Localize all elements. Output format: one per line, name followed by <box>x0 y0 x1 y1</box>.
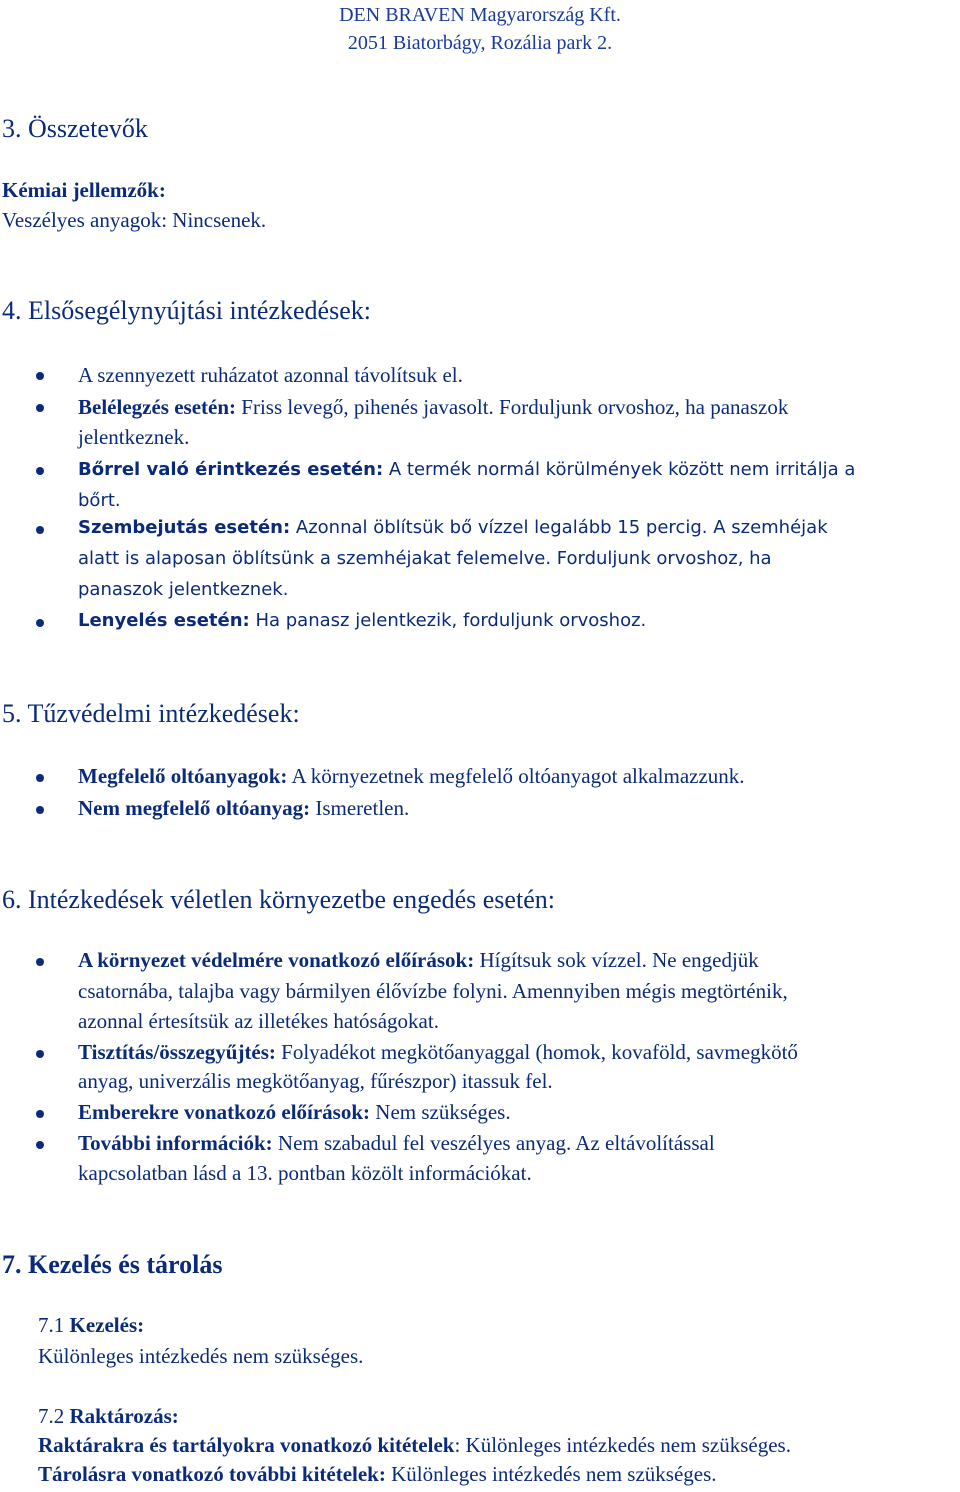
s72-line-2: Tárolásra vonatkozó további kitételek: Különleges intézkedés nem szükséges. <box>38 1462 717 1486</box>
s4-bullet-3: Bőrrel való érintkezés esetén: A termék normál körülmények között nem irritálja a <box>78 459 856 480</box>
s4-bullet-1: A szennyezett ruházatot azonnal távolítsuk el. <box>78 363 463 387</box>
s4-bullet-2: Belélegzés esetén: Friss levegő, pihenés javasolt. Forduljunk orvoshoz, ha panaszok <box>78 395 789 419</box>
company-name: DEN BRAVEN Magyarország Kft. <box>339 4 621 26</box>
s4-bullet-3-cont: bőrt. <box>78 490 121 511</box>
s71-text: Különleges intézkedés nem szükséges. <box>38 1344 364 1368</box>
section-3-title: 3. Összetevők <box>2 114 148 143</box>
s6-bullet-4-cont: kapcsolatban lásd a 13. pontban közölt információkat. <box>78 1161 532 1185</box>
section-4-title: 4. Elsősegélynyújtási intézkedések: <box>2 296 371 325</box>
s6-bullet-1: A környezet védelmére vonatkozó előírások: Hígítsuk sok vízzel. Ne engedjük <box>78 948 759 972</box>
section-6-title: 6. Intézkedések véletlen környezetbe engedés esetén: <box>2 885 555 914</box>
bullet-icon <box>36 958 44 966</box>
s6-bullet-1-cont-1: csatornába, talajba vagy bármilyen élővízbe folyni. Amennyiben mégis megtörténik, <box>78 979 788 1003</box>
bullet-icon <box>36 774 44 782</box>
s4-bullet-4-cont-2: panaszok jelentkeznek. <box>78 579 289 600</box>
s71-heading: 7.1 Kezelés: <box>38 1313 145 1337</box>
bullet-icon <box>36 619 44 627</box>
bullet-icon <box>36 806 44 814</box>
s6-bullet-2-cont: anyag, univerzális megkötőanyag, fűrészpor) itassuk fel. <box>78 1069 553 1093</box>
s6-bullet-3: Emberekre vonatkozó előírások: Nem szükséges. <box>78 1100 511 1124</box>
company-address: 2051 Biatorbágy, Rozália park 2. <box>347 32 613 54</box>
bullet-icon <box>36 1141 44 1149</box>
s6-bullet-1-cont-2: azonnal értesítsük az illetékes hatóságokat. <box>78 1009 439 1033</box>
bullet-icon <box>36 526 44 534</box>
bullet-icon <box>36 404 44 412</box>
bullet-icon <box>36 1050 44 1058</box>
s4-bullet-5: Lenyelés esetén: Ha panasz jelentkezik, forduljunk orvoshoz. <box>78 610 647 631</box>
s5-bullet-1: Megfelelő oltóanyagok: A környezetnek megfelelő oltóanyagot alkalmazzunk. <box>78 764 745 788</box>
bullet-icon <box>36 467 44 475</box>
section-5-title: 5. Tűzvédelmi intézkedések: <box>2 699 300 728</box>
section-3-line: Veszélyes anyagok: Nincsenek. <box>2 208 267 232</box>
s4-bullet-4-cont-1: alatt is alaposan öblítsünk a szemhéjakat felemelve. Forduljunk orvoshoz, ha <box>78 548 772 569</box>
bullet-icon <box>36 372 44 380</box>
s6-bullet-4: További információk: Nem szabadul fel veszélyes anyag. Az eltávolítással <box>78 1131 715 1155</box>
s72-heading: 7.2 Raktározás: <box>38 1404 179 1428</box>
section-7-title: 7. Kezelés és tárolás <box>2 1250 223 1279</box>
bullet-icon <box>36 1110 44 1118</box>
section-3-subheading: Kémiai jellemzők: <box>2 178 166 202</box>
s4-bullet-4: Szembejutás esetén: Azonnal öblítsük bő vízzel legalább 15 percig. A szemhéjak <box>78 517 828 538</box>
s5-bullet-2: Nem megfelelő oltóanyag: Ismeretlen. <box>78 796 410 820</box>
s4-bullet-2-cont: jelentkeznek. <box>78 425 190 449</box>
s72-line-1: Raktárakra és tartályokra vonatkozó kitételek: Különleges intézkedés nem szükséges. <box>38 1433 791 1457</box>
s6-bullet-2: Tisztítás/összegyűjtés: Folyadékot megkötőanyaggal (homok, kovaföld, savmegkötő <box>78 1040 798 1064</box>
